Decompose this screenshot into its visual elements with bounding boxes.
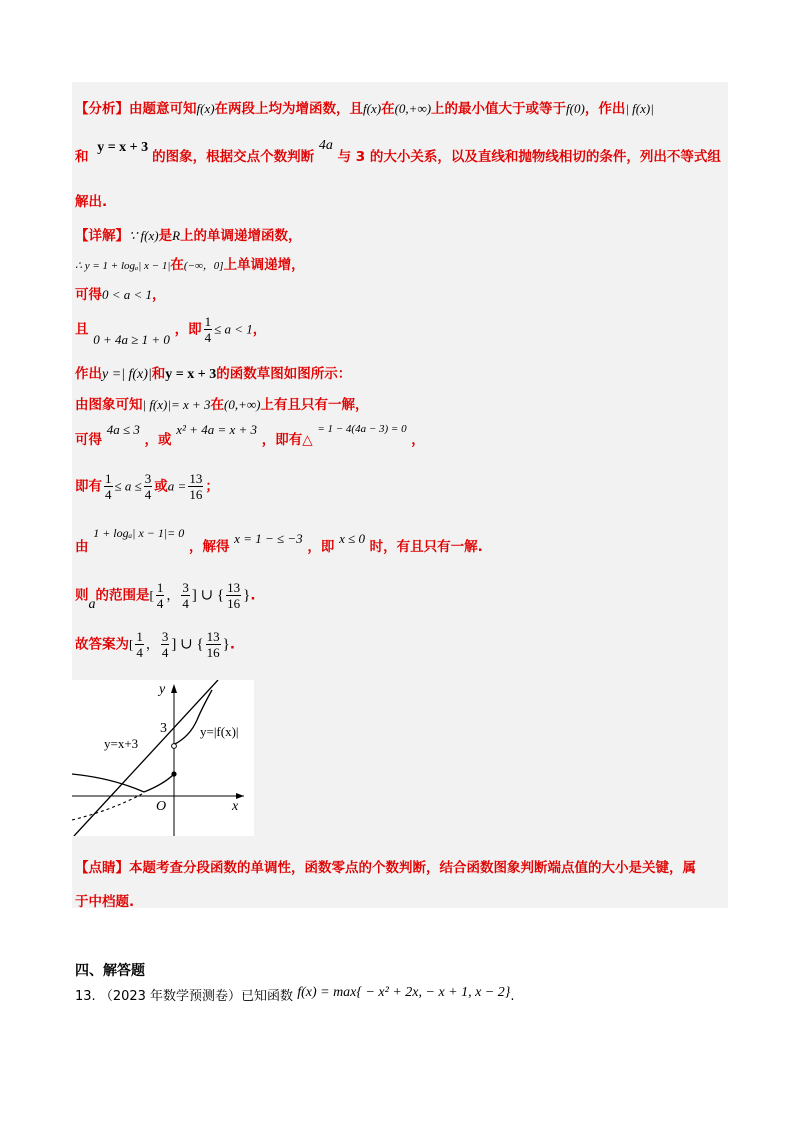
x-axis-label: x: [232, 799, 239, 814]
line-y-x-plus-3: [74, 680, 218, 836]
question-number: 13.: [75, 989, 96, 1004]
detail-line-7: 可得 4a ≤ 3 ，或 x² + 4a = x + 3 ，即有△ $^{= 1 - 4(4a - 3) = 0}$ ，: [75, 422, 425, 448]
analysis-line-1: 【分析】由题意可知f(x)在两段上均为增函数，且f(x)在(0,+∞)上的最小值大于或等于f(0)，作出| f(x)|: [75, 101, 654, 117]
detail-line-3: 可得0 < a < 1，: [75, 287, 166, 303]
y-axis-arrow-icon: [171, 684, 177, 693]
analysis-line-2: 和 y = x + 3的图象，根据交点个数判断 4a 与 3 的大小关系，以及直线和抛物线相切的条件，列出不等式组: [75, 138, 721, 165]
detail-line-11: 故答案为[ $\frac{1}{4}$ ， $\frac{3}{4}$ ] ∪ { $\frac{13}{16}$ }.: [75, 629, 235, 660]
graph-svg: [72, 680, 254, 836]
dashed-curve: [72, 794, 142, 820]
comment-line-1: 【点睛】本题考查分段函数的单调性，函数零点的个数判断，结合函数图象判断端点值的大小是关键，属: [75, 860, 696, 876]
section-title: 四、解答题: [75, 963, 145, 979]
origin-label: O: [156, 799, 167, 814]
question-function: f(x) = max{ − x² + 2x, − x + 1, x − 2}: [297, 985, 511, 1000]
question-13: 13. （2023 年数学预测卷）已知函数 f(x) = max{ − x² + 2x, − x + 1, x − 2}.: [75, 985, 515, 1004]
comment-line-2: 于中档题.: [75, 894, 135, 910]
analysis-tag: 【分析】: [75, 101, 129, 117]
detail-line-10: 则a的范围是[ $\frac{1}{4}$ ， $\frac{3}{4}$ ] ∪ { $\frac{13}{16}$ }.: [75, 580, 256, 612]
detail-line-4: 且 0 + 4a ≥ 1 + 0 ，即 $\frac{1}{4}$ ≤ a < 1，: [75, 314, 267, 347]
detail-tag: 【详解】: [75, 228, 129, 244]
detail-line-5: 作出y =| f(x)|和y = x + 3的函数草图如图所示：: [75, 366, 352, 382]
tick-3-label: 3: [160, 721, 167, 736]
detail-line-9: 由 1 + logₐ| x − 1|= 0 ，解得 x = 1 − ≤ −3 ，即 x ≤ 0 时，有且只有一解.: [75, 526, 483, 555]
detail-line-6: 由图象可知| f(x)|= x + 3在(0,+∞)上有且只有一解，: [75, 397, 369, 413]
function-graph: [72, 680, 254, 836]
detail-line-2: ∴ y = 1 + logₐ| x − 1|在(−∞，0]上单调递增，: [75, 257, 305, 273]
detail-line-1: 【详解】∵ f(x)是R上的单调递增函数，: [75, 228, 302, 244]
line-label: y=x+3: [104, 736, 139, 751]
analysis-line-3: 解出.: [75, 194, 108, 210]
y-axis-label: y: [159, 682, 166, 697]
closed-point: [171, 771, 176, 776]
open-point: [172, 744, 177, 749]
curve-label: y=|f(x)|: [200, 724, 239, 739]
left-curve: [72, 774, 144, 792]
fraction: $\frac{1}{4}$: [204, 314, 212, 345]
left-branch-curve: [144, 774, 174, 792]
question-source: （2023 年数学预测卷）已知函数: [99, 989, 294, 1004]
comment-tag: 【点睛】: [75, 860, 129, 876]
detail-line-8: 即有 $\frac{1}{4}$ ≤ a ≤ $\frac{3}{4}$ 或a = $\frac{13}{16}$ ；: [75, 471, 219, 502]
